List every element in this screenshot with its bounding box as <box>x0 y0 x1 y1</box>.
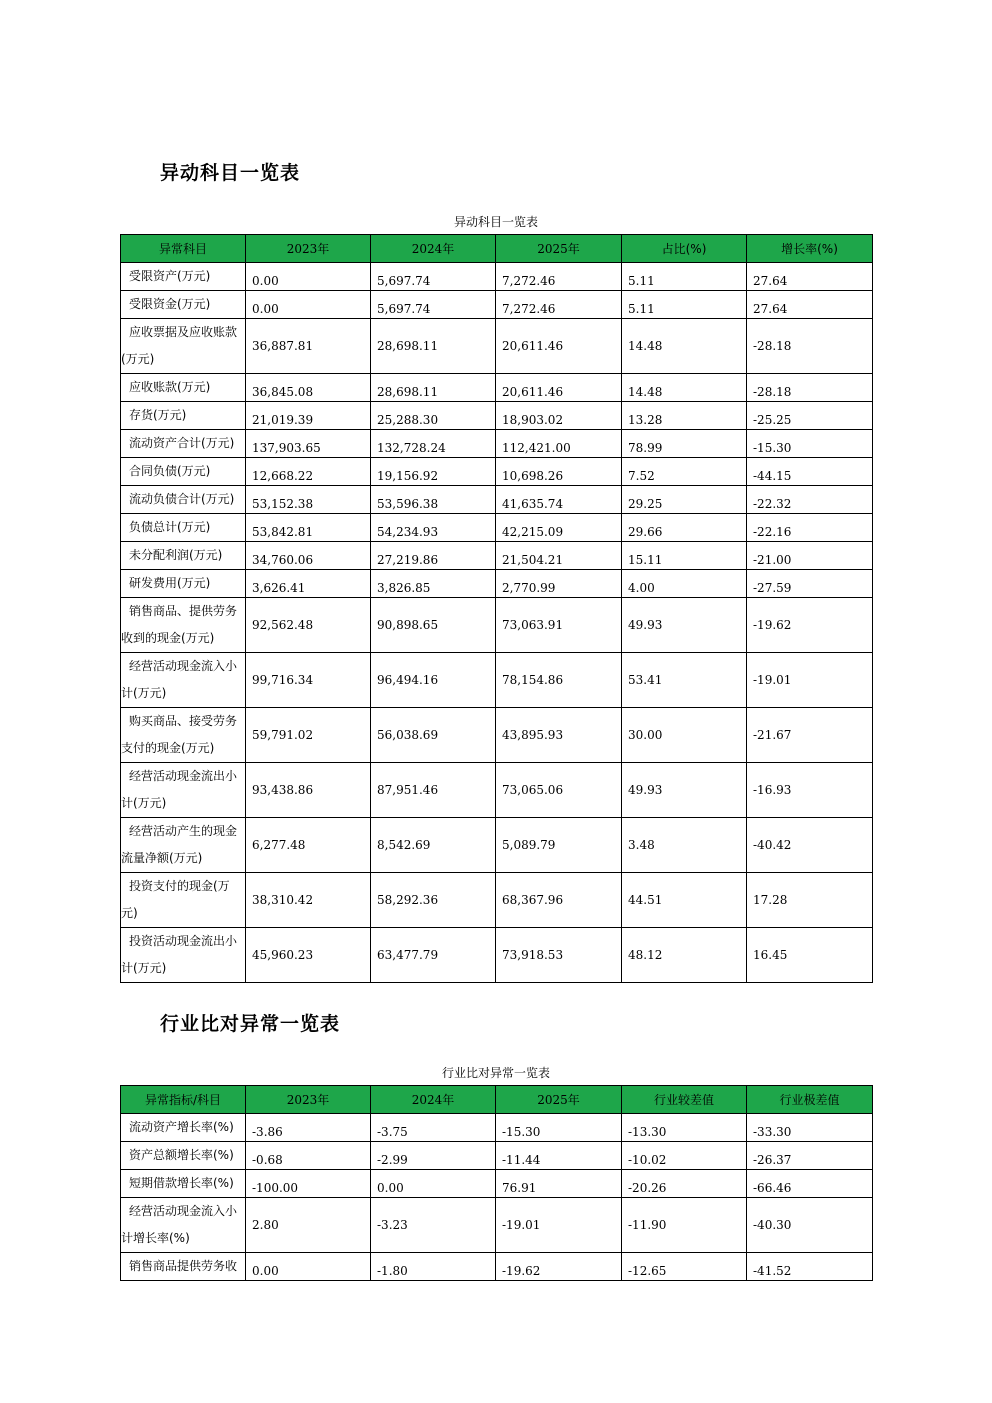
table-cell: 0.00 <box>246 291 371 319</box>
table-row <box>121 653 873 708</box>
table-cell: 96,494.16 <box>371 653 496 708</box>
table-cell: 93,438.86 <box>246 763 371 818</box>
table-cell: 27,219.86 <box>371 542 496 570</box>
table-cell: -26.37 <box>747 1142 873 1170</box>
table-cell: -66.46 <box>747 1170 873 1198</box>
row-label: 投资活动现金流出小计(万元) <box>121 928 246 983</box>
table-cell: -20.26 <box>622 1170 747 1198</box>
table-row <box>121 374 873 402</box>
table-cell: 73,065.06 <box>496 763 622 818</box>
table-cell: -22.16 <box>747 514 873 542</box>
table-cell: 3.48 <box>622 818 747 873</box>
table-cell: 3,826.85 <box>371 570 496 598</box>
table-cell: -19.62 <box>747 598 873 653</box>
table-cell: -3.75 <box>371 1114 496 1142</box>
table-cell: 17.28 <box>747 873 873 928</box>
table-row <box>121 1198 873 1253</box>
table-row <box>121 928 873 983</box>
table-cell: -13.30 <box>622 1114 747 1142</box>
table-cell: 44.51 <box>622 873 747 928</box>
table-row <box>121 1114 873 1142</box>
table-cell: 15.11 <box>622 542 747 570</box>
table-cell: 53,152.38 <box>246 486 371 514</box>
row-label: 短期借款增长率(%) <box>121 1170 246 1198</box>
column-header: 2023年 <box>246 235 371 263</box>
table-row <box>121 319 873 374</box>
table-cell: -27.59 <box>747 570 873 598</box>
table-cell: -44.15 <box>747 458 873 486</box>
table-cell: 59,791.02 <box>246 708 371 763</box>
table-cell: -1.80 <box>371 1253 496 1281</box>
table-cell: 6,277.48 <box>246 818 371 873</box>
table-cell: 73,918.53 <box>496 928 622 983</box>
table-cell: 34,760.06 <box>246 542 371 570</box>
table-cell: 5,697.74 <box>371 263 496 291</box>
table-cell: -25.25 <box>747 402 873 430</box>
table-cell: 53.41 <box>622 653 747 708</box>
table-cell: 36,887.81 <box>246 319 371 374</box>
table-cell: 0.00 <box>246 263 371 291</box>
table-caption-anomaly-items: 异动科目一览表 <box>453 215 538 229</box>
table-cell: 29.66 <box>622 514 747 542</box>
column-header: 异常科目 <box>121 235 246 263</box>
row-label: 负债总计(万元) <box>121 514 246 542</box>
table-cell: 7,272.46 <box>496 291 622 319</box>
table-cell: 25,288.30 <box>371 402 496 430</box>
row-label: 经营活动产生的现金流量净额(万元) <box>121 818 246 873</box>
table-cell: 2.80 <box>246 1198 371 1253</box>
table-cell: 14.48 <box>622 374 747 402</box>
column-header: 2025年 <box>496 1086 622 1114</box>
table-cell: 48.12 <box>622 928 747 983</box>
table-cell: 38,310.42 <box>246 873 371 928</box>
table-cell: -19.62 <box>496 1253 622 1281</box>
table-cell: 19,156.92 <box>371 458 496 486</box>
table-cell: -28.18 <box>747 319 873 374</box>
table-cell: 90,898.65 <box>371 598 496 653</box>
row-label: 投资支付的现金(万元) <box>121 873 246 928</box>
table-cell: 2,770.99 <box>496 570 622 598</box>
table-cell: -2.99 <box>371 1142 496 1170</box>
table-cell: 21,019.39 <box>246 402 371 430</box>
table-caption-industry-comparison: 行业比对异常一览表 <box>441 1066 550 1080</box>
table-cell: 99,716.34 <box>246 653 371 708</box>
table-row <box>121 598 873 653</box>
table-row <box>121 402 873 430</box>
table-cell: -21.67 <box>747 708 873 763</box>
table-header-row <box>121 1086 873 1114</box>
column-header: 占比(%) <box>622 235 747 263</box>
table-cell: 21,504.21 <box>496 542 622 570</box>
table-cell: 4.00 <box>622 570 747 598</box>
row-label: 资产总额增长率(%) <box>121 1142 246 1170</box>
row-label: 应收账款(万元) <box>121 374 246 402</box>
table-cell: -15.30 <box>747 430 873 458</box>
row-label: 流动资产合计(万元) <box>121 430 246 458</box>
row-label: 应收票据及应收账款(万元) <box>121 319 246 374</box>
table-cell: 18,903.02 <box>496 402 622 430</box>
table-cell: 54,234.93 <box>371 514 496 542</box>
table-cell: 12,668.22 <box>246 458 371 486</box>
table-cell: -3.86 <box>246 1114 371 1142</box>
table-row <box>121 542 873 570</box>
table-cell: 27.64 <box>747 291 873 319</box>
table-cell: 5,697.74 <box>371 291 496 319</box>
table-cell: -40.30 <box>747 1198 873 1253</box>
table-cell: -3.23 <box>371 1198 496 1253</box>
table-cell: 43,895.93 <box>496 708 622 763</box>
row-label: 流动资产增长率(%) <box>121 1114 246 1142</box>
column-header: 异常指标/科目 <box>121 1086 246 1114</box>
anomaly-items-table <box>120 234 873 983</box>
row-label: 销售商品、提供劳务收到的现金(万元) <box>121 598 246 653</box>
row-label: 研发费用(万元) <box>121 570 246 598</box>
table-row <box>121 1253 873 1281</box>
table-row <box>121 873 873 928</box>
table-cell: 92,562.48 <box>246 598 371 653</box>
row-label: 经营活动现金流入小计(万元) <box>121 653 246 708</box>
column-header: 2024年 <box>371 235 496 263</box>
row-label: 经营活动现金流出小计(万元) <box>121 763 246 818</box>
table-cell: -19.01 <box>496 1198 622 1253</box>
table-cell: 7.52 <box>622 458 747 486</box>
table-cell: 0.00 <box>371 1170 496 1198</box>
table-cell: 8,542.69 <box>371 818 496 873</box>
table-cell: -11.90 <box>622 1198 747 1253</box>
table-cell: 76.91 <box>496 1170 622 1198</box>
table-cell: 132,728.24 <box>371 430 496 458</box>
table-cell: -33.30 <box>747 1114 873 1142</box>
table-row <box>121 486 873 514</box>
table-cell: 28,698.11 <box>371 374 496 402</box>
table-cell: 5,089.79 <box>496 818 622 873</box>
table-cell: -41.52 <box>747 1253 873 1281</box>
column-header: 增长率(%) <box>747 235 873 263</box>
table-cell: 13.28 <box>622 402 747 430</box>
table-cell: -28.18 <box>747 374 873 402</box>
row-label: 经营活动现金流入小计增长率(%) <box>121 1198 246 1253</box>
table-cell: 49.93 <box>622 763 747 818</box>
table-cell: 42,215.09 <box>496 514 622 542</box>
table-cell: 53,842.81 <box>246 514 371 542</box>
table-cell: 10,698.26 <box>496 458 622 486</box>
table-cell: 45,960.23 <box>246 928 371 983</box>
table-cell: -11.44 <box>496 1142 622 1170</box>
row-label: 未分配利润(万元) <box>121 542 246 570</box>
table-cell: 58,292.36 <box>371 873 496 928</box>
section-title-anomaly-items: 异动科目一览表 <box>160 162 301 184</box>
table-cell: 49.93 <box>622 598 747 653</box>
row-label: 存货(万元) <box>121 402 246 430</box>
column-header: 2024年 <box>371 1086 496 1114</box>
table-cell: 112,421.00 <box>496 430 622 458</box>
table-cell: 16.45 <box>747 928 873 983</box>
table-cell: 73,063.91 <box>496 598 622 653</box>
table-cell: 56,038.69 <box>371 708 496 763</box>
table-row <box>121 291 873 319</box>
table-cell: 5.11 <box>622 263 747 291</box>
table-cell: -12.65 <box>622 1253 747 1281</box>
table-cell: 36,845.08 <box>246 374 371 402</box>
table-cell: 3,626.41 <box>246 570 371 598</box>
table-cell: 7,272.46 <box>496 263 622 291</box>
table-cell: 137,903.65 <box>246 430 371 458</box>
table-cell: 87,951.46 <box>371 763 496 818</box>
section-title-industry-comparison: 行业比对异常一览表 <box>160 1013 341 1035</box>
row-label: 受限资产(万元) <box>121 263 246 291</box>
table-cell: 27.64 <box>747 263 873 291</box>
table-cell: -10.02 <box>622 1142 747 1170</box>
table-row <box>121 458 873 486</box>
table-cell: -16.93 <box>747 763 873 818</box>
table-cell: 53,596.38 <box>371 486 496 514</box>
table-cell: 28,698.11 <box>371 319 496 374</box>
table-cell: 20,611.46 <box>496 374 622 402</box>
table-cell: 30.00 <box>622 708 747 763</box>
table-header-row <box>121 235 873 263</box>
table-cell: -15.30 <box>496 1114 622 1142</box>
table-cell: 78.99 <box>622 430 747 458</box>
table-row <box>121 263 873 291</box>
table-cell: 68,367.96 <box>496 873 622 928</box>
table-row <box>121 430 873 458</box>
column-header: 2023年 <box>246 1086 371 1114</box>
row-label: 销售商品提供劳务收 <box>121 1253 246 1281</box>
column-header: 行业较差值 <box>622 1086 747 1114</box>
table-cell: 78,154.86 <box>496 653 622 708</box>
table-cell: 0.00 <box>246 1253 371 1281</box>
table-cell: -22.32 <box>747 486 873 514</box>
table-cell: 63,477.79 <box>371 928 496 983</box>
table-cell: -0.68 <box>246 1142 371 1170</box>
table-cell: 41,635.74 <box>496 486 622 514</box>
table-cell: 5.11 <box>622 291 747 319</box>
table-cell: -19.01 <box>747 653 873 708</box>
row-label: 合同负债(万元) <box>121 458 246 486</box>
table-row <box>121 1142 873 1170</box>
row-label: 流动负债合计(万元) <box>121 486 246 514</box>
table-cell: 14.48 <box>622 319 747 374</box>
table-row <box>121 1170 873 1198</box>
table-row <box>121 708 873 763</box>
table-cell: 20,611.46 <box>496 319 622 374</box>
column-header: 行业极差值 <box>747 1086 873 1114</box>
row-label: 购买商品、接受劳务支付的现金(万元) <box>121 708 246 763</box>
table-cell: 29.25 <box>622 486 747 514</box>
table-row <box>121 570 873 598</box>
table-cell: -100.00 <box>246 1170 371 1198</box>
table-row <box>121 818 873 873</box>
table-row <box>121 763 873 818</box>
industry-comparison-table <box>120 1085 873 1281</box>
row-label: 受限资金(万元) <box>121 291 246 319</box>
table-cell: -21.00 <box>747 542 873 570</box>
column-header: 2025年 <box>496 235 622 263</box>
table-row <box>121 514 873 542</box>
table-cell: -40.42 <box>747 818 873 873</box>
